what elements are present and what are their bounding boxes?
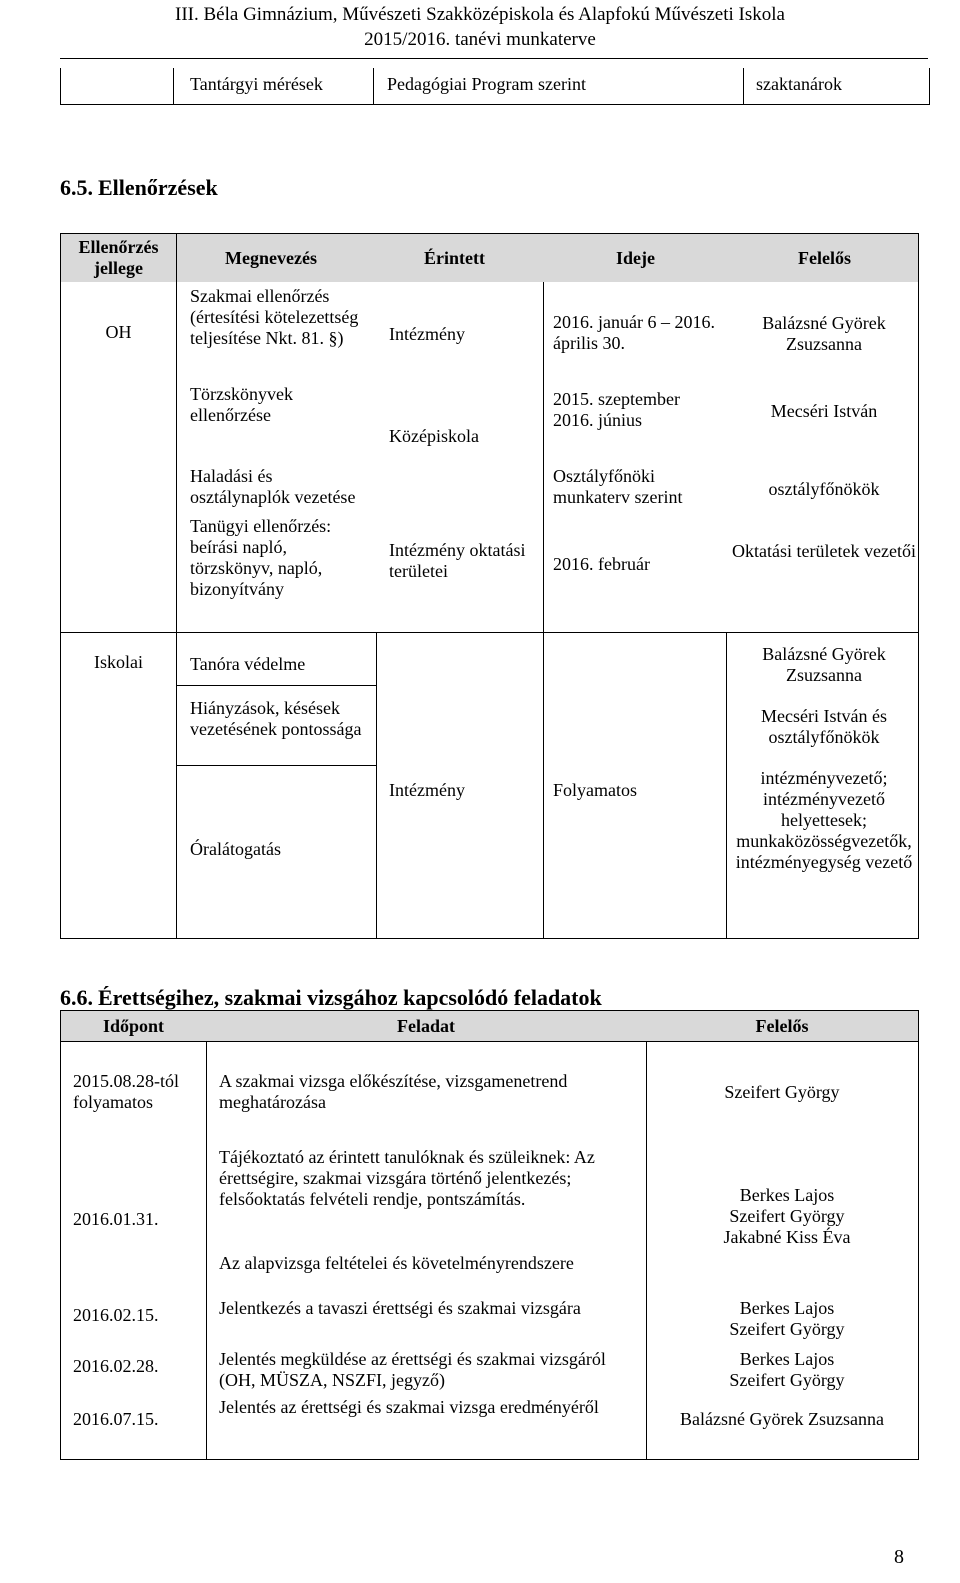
- th-date: Időpont: [102, 1016, 165, 1036]
- iskolai-resp-1: Balázsné Györek Zsuzsanna: [762, 644, 886, 685]
- exam-date-3: 2016.02.15.: [73, 1305, 159, 1325]
- page-number: 8: [894, 1546, 904, 1568]
- divider: [373, 68, 374, 104]
- exam-task-2b: Az alapvizsga feltételei és követelményrendszere: [219, 1253, 574, 1273]
- iskolai-resp-2: Mecséri István és osztályfőnökök: [761, 706, 887, 747]
- divider: [376, 632, 377, 938]
- divider: [173, 68, 174, 104]
- section-66-number: 6.6.: [60, 985, 93, 1010]
- divider: [176, 234, 177, 938]
- iskolai-name-3: Óralátogatás: [190, 839, 281, 859]
- oh-resp-4: Oktatási területek vezetői: [732, 541, 916, 561]
- section-66-title: Érettségihez, szakmai vizsgához kapcsolódó feladatok: [98, 985, 602, 1010]
- header-year-plan: 2015/2016. tanévi munkaterve: [364, 29, 596, 50]
- divider: [176, 685, 376, 686]
- divider: [176, 765, 376, 766]
- exam-resp-5: Balázsné Györek Zsuzsanna: [680, 1409, 884, 1429]
- oh-name-2: Törzskönyvek ellenőrzése: [190, 384, 293, 425]
- exam-date-5: 2016.07.15.: [73, 1409, 159, 1429]
- exam-task-1: A szakmai vizsga előkészítése, vizsgamenetrend meghatározása: [219, 1071, 568, 1112]
- th-type: Ellenőrzés jellege: [78, 237, 159, 278]
- exam-task-4: Jelentés megküldése az érettségi és szakmai vizsgáról (OH, MÜSZA, NSZFI, jegyző): [219, 1349, 606, 1390]
- iskolai-name-2: Hiányzások, késések vezetésének pontossága: [190, 698, 362, 739]
- oh-name-1: Szakmai ellenőrzés (értesítési kötelezettség teljesítése Nkt. 81. §): [190, 286, 359, 348]
- divider: [543, 282, 544, 632]
- exam-resp-2: Berkes Lajos Szeifert György Jakabné Kiss Éva: [723, 1185, 851, 1247]
- page-header: [0, 2, 960, 52]
- exam-resp-3: Berkes Lajos Szeifert György: [729, 1298, 845, 1339]
- divider: [176, 632, 918, 633]
- oh-name-4: Tanügyi ellenőrzés: beírási napló, törzskönyv, napló, bizonyítvány: [190, 516, 332, 599]
- oh-when-4: 2016. február: [553, 554, 650, 574]
- exam-task-5: Jelentés az érettségi és szakmai vizsga eredményéről: [219, 1397, 599, 1417]
- prev-cell-program: Pedagógiai Program szerint: [387, 74, 586, 94]
- divider: [61, 1041, 918, 1042]
- exam-task-3: Jelentkezés a tavaszi érettségi és szakmai vizsgára: [219, 1298, 581, 1318]
- prev-table-row: [60, 68, 930, 105]
- section-65-number: 6.5.: [60, 175, 93, 200]
- divider: [726, 632, 727, 938]
- oh-when-2: 2015. szeptember 2016. június: [553, 389, 680, 430]
- oh-label: OH: [105, 322, 132, 342]
- divider: [646, 1041, 647, 1459]
- exam-date-2: 2016.01.31.: [73, 1209, 159, 1229]
- oh-resp-1: Balázsné Györek Zsuzsanna: [762, 313, 886, 354]
- exam-tasks-table: [60, 1010, 919, 1460]
- oh-when-3: Osztályfőnöki munkaterv szerint: [553, 466, 683, 507]
- prev-cell-measurement: Tantárgyi mérések: [190, 74, 323, 94]
- th-affected: Érintett: [424, 248, 485, 268]
- header-rule: [60, 58, 928, 59]
- th-task: Feladat: [397, 1016, 455, 1036]
- oh-name-3: Haladási és osztálynaplók vezetése: [190, 466, 356, 507]
- oh-affected-1: Intézmény: [389, 324, 465, 344]
- exam-resp-1: Szeifert György: [724, 1082, 840, 1102]
- inspections-table: [60, 233, 919, 939]
- header-school-name: III. Béla Gimnázium, Művészeti Szakközépiskola és Alapfokú Művészeti Iskola: [175, 4, 785, 25]
- exam-task-2: Tájékoztató az érintett tanulóknak és szüleiknek: Az érettségire, szakmai vizsgára történő jelentkezés; felsőoktatás felvételi rendje, pontszámítás.: [219, 1147, 595, 1209]
- iskolai-affected: Intézmény: [389, 780, 465, 800]
- th-responsible: Felelős: [798, 248, 851, 268]
- oh-resp-3: osztályfőnökök: [768, 479, 880, 499]
- divider: [543, 632, 544, 938]
- iskolai-when: Folyamatos: [553, 780, 637, 800]
- oh-affected-3: Intézmény oktatási területei: [389, 540, 526, 581]
- prev-cell-teachers: szaktanárok: [756, 74, 842, 94]
- section-65-title: Ellenőrzések: [98, 175, 218, 200]
- iskolai-name-1: Tanóra védelme: [190, 654, 306, 674]
- oh-when-1: 2016. január 6 – 2016. április 30.: [553, 312, 715, 353]
- exam-date-1: 2015.08.28-tól folyamatos: [73, 1071, 179, 1112]
- divider: [743, 68, 744, 104]
- exam-date-4: 2016.02.28.: [73, 1356, 159, 1376]
- divider: [61, 632, 176, 633]
- th-responsible: Felelős: [755, 1016, 809, 1036]
- divider: [206, 1041, 207, 1459]
- exam-resp-4: Berkes Lajos Szeifert György: [729, 1349, 845, 1390]
- iskolai-resp-3: intézményvezető; intézményvezető helyettesek; munkaközösségvezetők, intézményegység vezető: [735, 768, 913, 872]
- iskolai-label: Iskolai: [94, 652, 143, 672]
- th-when: Ideje: [616, 248, 655, 268]
- oh-affected-2: Középiskola: [389, 426, 479, 446]
- oh-resp-2: Mecséri István: [770, 401, 878, 421]
- th-name: Megnevezés: [225, 248, 317, 268]
